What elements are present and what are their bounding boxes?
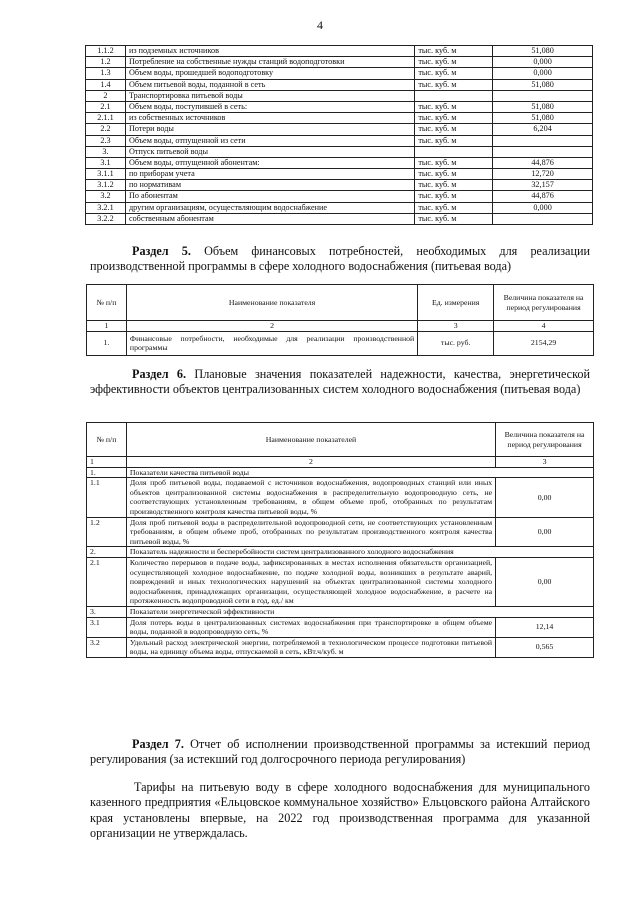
col-number: 3 — [496, 457, 594, 468]
table-row — [86, 113, 593, 124]
row-name: Доля проб питьевой воды в распределительной водопроводной сети, не соответствующих установленным требованиям, в общем объеме проб, отобранных по результатам производственного контроля качества питьевой воды, % — [126, 517, 495, 547]
row-name: По абонентам — [125, 191, 414, 202]
table-row — [86, 79, 593, 90]
row-name: по нормативам — [125, 180, 414, 191]
row-unit: тыс. куб. м — [415, 213, 493, 224]
table-row — [87, 557, 594, 606]
table-row — [86, 157, 593, 168]
group-row — [87, 467, 594, 478]
row-name: Отпуск питьевой воды — [125, 146, 414, 157]
table-row — [87, 637, 594, 657]
row-unit: тыс. куб. м — [415, 169, 493, 180]
col-number: 1 — [87, 321, 127, 332]
row-value — [493, 90, 593, 101]
row-unit: тыс. куб. м — [415, 79, 493, 90]
row-unit — [415, 146, 493, 157]
group-name: Показатели качества питьевой воды — [126, 467, 593, 478]
row-name: Потери воды — [125, 124, 414, 135]
header-value: Величина показателя на период регулирования — [496, 423, 594, 457]
row-num: 2. — [87, 547, 127, 558]
row-name: из собственных источников — [125, 113, 414, 124]
section6-title: Плановые значения показателей надежности, качества, энергетической эффективности объектов централизованных систем холодного водоснабжения (питьевая вода) — [90, 367, 591, 396]
row-name: Финансовые потребности, необходимые для реализации производственной программы — [126, 331, 417, 355]
table-row — [86, 180, 593, 191]
row-value: 51,080 — [493, 46, 593, 57]
row-name: Объем питьевой воды, поданной в сеть — [125, 79, 414, 90]
table-row — [86, 68, 593, 79]
row-name: собственным абонентам — [125, 213, 414, 224]
row-name: по приборам учета — [125, 169, 414, 180]
section5-title: Объем финансовых потребностей, необходимых для реализации производственной программы в сфере холодного водоснабжения (питьевая вода) — [90, 244, 591, 273]
header-value: Величина показателя на период регулирования — [494, 285, 594, 321]
row-num: 3.2 — [87, 637, 127, 657]
header-num: № п/п — [87, 423, 127, 457]
row-num: 1.2 — [86, 57, 126, 68]
group-name: Показатель надежности и бесперебойности систем централизованного холодного водоснабжения — [126, 547, 593, 558]
row-value: 0,00 — [496, 478, 594, 517]
row-value: 0,00 — [496, 517, 594, 547]
row-value: 0,000 — [493, 202, 593, 213]
row-num: 3. — [86, 146, 126, 157]
water-balance-table — [85, 45, 593, 225]
section5-heading — [90, 244, 590, 274]
header-name: Наименование показателя — [126, 285, 417, 321]
row-num: 1.2 — [87, 517, 127, 547]
row-value: 6,204 — [493, 124, 593, 135]
table-row — [86, 124, 593, 135]
table-row — [86, 202, 593, 213]
row-value: 51,080 — [493, 79, 593, 90]
row-value — [493, 135, 593, 146]
closing-paragraph: Тарифы на питьевую воду в сфере холодного водоснабжения для муниципального казенного предприятия «Ельцовское коммунальное хозяйство» Ельцовского района Алтайского края установлены впервые, на 2022 год производственная программа для указанной организации не утверждалась. — [90, 780, 590, 841]
row-unit: тыс. куб. м — [415, 135, 493, 146]
row-value: 12,720 — [493, 169, 593, 180]
row-value: 0,000 — [493, 68, 593, 79]
row-num: 2.3 — [86, 135, 126, 146]
row-num: 3.1 — [86, 157, 126, 168]
row-name: Удельный расход электрической энергии, потребляемой в технологическом процессе подготовки питьевой воды, на единицу объема воды, отпускаемой в сеть, кВт.ч/куб. м — [126, 637, 495, 657]
group-row — [87, 547, 594, 558]
row-value: 0,00 — [496, 557, 594, 606]
col-number: 2 — [126, 457, 495, 468]
row-num: 1. — [87, 331, 127, 355]
table-row — [86, 213, 593, 224]
row-unit: тыс. куб. м — [415, 191, 493, 202]
financial-needs-table — [86, 284, 594, 356]
row-name: Объем воды, отпущенной абонентам: — [125, 157, 414, 168]
row-num: 2.2 — [86, 124, 126, 135]
row-unit: тыс. куб. м — [415, 68, 493, 79]
table-row — [86, 146, 593, 157]
row-name: Доля проб питьевой воды, подаваемой с источников водоснабжения, водопроводных станций или иных объектов централизованной системы водоснабжения в распределительную водопроводную сеть, не соответствующих установленным требованиям, в общем объеме проб, отобранных по результатам производственного контроля качества питьевой воды, % — [126, 478, 495, 517]
row-num: 2.1 — [86, 101, 126, 112]
table-row — [86, 90, 593, 101]
row-value: 2154,29 — [494, 331, 594, 355]
row-name: Потребление на собственные нужды станций водоподготовки — [125, 57, 414, 68]
row-value: 51,080 — [493, 101, 593, 112]
row-num: 2.1 — [87, 557, 127, 606]
indicators-table — [86, 422, 594, 658]
row-unit: тыс. куб. м — [415, 180, 493, 191]
header-num: № п/п — [87, 285, 127, 321]
row-num: 1.1 — [87, 478, 127, 517]
row-name: другим организациям, осуществляющим водоснабжение — [125, 202, 414, 213]
group-name: Показатели энергетической эффективности — [126, 606, 593, 617]
row-value — [493, 146, 593, 157]
table-row — [87, 517, 594, 547]
row-name: Объем воды, поступившей в сеть: — [125, 101, 414, 112]
section5-label: Раздел 5. — [132, 244, 191, 258]
row-num: 3.2 — [86, 191, 126, 202]
section6-label: Раздел 6. — [132, 367, 187, 381]
section7-title: Отчет об исполнении производственной программы за истекший период регулирования (за истекший год долгосрочного периода регулирования) — [90, 737, 590, 766]
row-unit: тыс. куб. м — [415, 124, 493, 135]
table-row — [87, 478, 594, 517]
table-row — [86, 46, 593, 57]
row-name: Объем воды, отпущенной из сети — [125, 135, 414, 146]
row-num: 1.4 — [86, 79, 126, 90]
row-value: 44,876 — [493, 157, 593, 168]
col-number: 2 — [126, 321, 417, 332]
row-value: 0,000 — [493, 57, 593, 68]
row-num: 3.2.1 — [86, 202, 126, 213]
row-num: 1.3 — [86, 68, 126, 79]
section7-heading — [90, 737, 590, 767]
row-unit: тыс. куб. м — [415, 46, 493, 57]
col-number: 1 — [87, 457, 127, 468]
page-number: 4 — [317, 18, 323, 32]
section6-heading — [90, 367, 590, 397]
table-row — [87, 617, 594, 637]
row-unit: тыс. куб. м — [415, 202, 493, 213]
row-value: 0,565 — [496, 637, 594, 657]
table-row — [86, 57, 593, 68]
row-unit — [415, 90, 493, 101]
group-row — [87, 606, 594, 617]
row-num: 3.1.2 — [86, 180, 126, 191]
row-unit: тыс. куб. м — [415, 101, 493, 112]
row-name: Объем воды, прошедшей водоподготовку — [125, 68, 414, 79]
row-num: 3. — [87, 606, 127, 617]
row-num: 2.1.1 — [86, 113, 126, 124]
row-unit: тыс. куб. м — [415, 113, 493, 124]
row-name: Количество перерывов в подаче воды, зафиксированных в местах исполнения обязательств организацией, осуществляющей холодное водоснабжение, по подаче холодной воды, возникших в результате аварий, повреждений и иных технологических нарушений на объектах централизованной системы холодного водоснабжения, принадлежащих организации, осуществляющей холодное водоснабжение, в расчете на протяженность водопроводной сети в год, ед./ км — [126, 557, 495, 606]
header-unit: Ед. измерения — [418, 285, 494, 321]
row-num: 2 — [86, 90, 126, 101]
row-name: Доля потерь воды в централизованных системах водоснабжения при транспортировке в общем объеме воды, поданной в водопроводную сеть, % — [126, 617, 495, 637]
row-num: 3.1.1 — [86, 169, 126, 180]
row-num: 1. — [87, 467, 127, 478]
row-value: 12,14 — [496, 617, 594, 637]
row-num: 1.1.2 — [86, 46, 126, 57]
table-row — [86, 169, 593, 180]
section7-label: Раздел 7. — [132, 737, 184, 751]
row-unit: тыс. руб. — [418, 331, 494, 355]
table-row — [86, 101, 593, 112]
row-value — [493, 213, 593, 224]
col-number: 3 — [418, 321, 494, 332]
row-name: из подземных источников — [125, 46, 414, 57]
header-name: Наименование показателей — [126, 423, 495, 457]
table-row — [86, 191, 593, 202]
row-value: 44,876 — [493, 191, 593, 202]
row-value: 51,080 — [493, 113, 593, 124]
row-unit: тыс. куб. м — [415, 157, 493, 168]
row-name: Транспортировка питьевой воды — [125, 90, 414, 101]
row-num: 3.2.2 — [86, 213, 126, 224]
row-value: 32,157 — [493, 180, 593, 191]
col-number: 4 — [494, 321, 594, 332]
row-num: 3.1 — [87, 617, 127, 637]
row-unit: тыс. куб. м — [415, 57, 493, 68]
table-row — [86, 135, 593, 146]
